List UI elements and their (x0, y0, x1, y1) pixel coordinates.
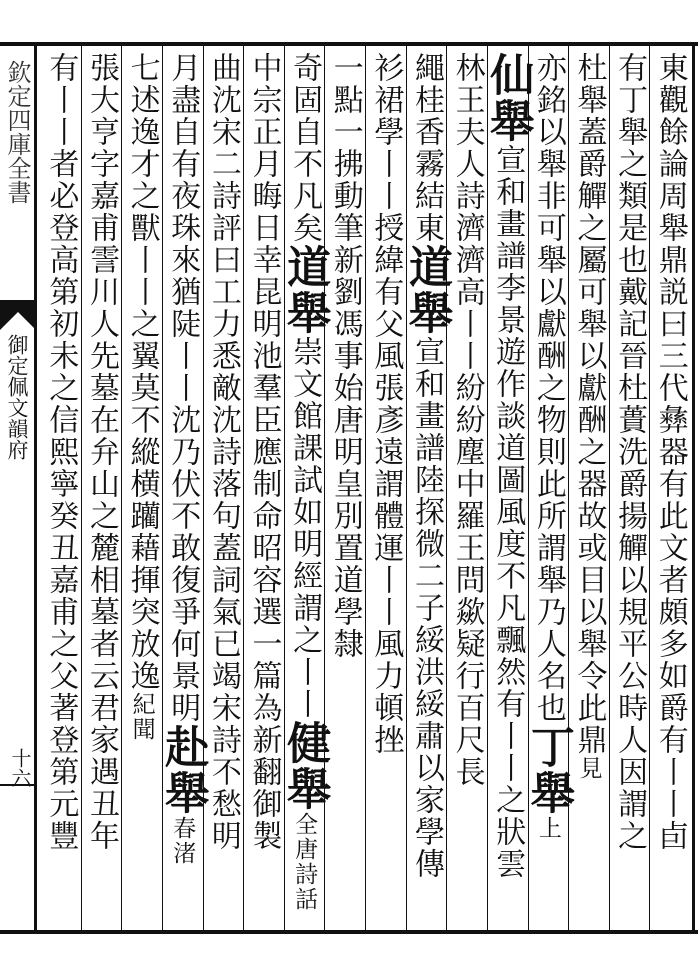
text-column (122, 52, 162, 922)
text-column (609, 52, 649, 922)
column-text: 有丨丨者必登高第初未之信熙寧癸丑嘉甫之父著登第元豐 (43, 52, 79, 852)
folio-number: 十六 (8, 748, 32, 788)
entry-heading: 丁舉 (522, 724, 574, 816)
column-text: 七述逸才之獸丨丨之翼莫不縱横躪藉揮突放逸 (124, 52, 160, 692)
entry-heading: 仙舉 (482, 52, 534, 144)
column-text: 宣和畫譜李景遊作談道圖風度不凡飄然有丨丨之狀雲 (490, 144, 526, 880)
column-text: 授緯有父風張彥遠謂體運丨丨風力頓挫 (368, 212, 404, 756)
column-text: 劉馮事始唐明皇別置道學隸 (327, 276, 363, 660)
entry-heading: 健舉 (279, 720, 331, 812)
text-column (447, 52, 487, 922)
column-text: 月盡自有夜珠來猶陡丨丨沈乃伏不敢復爭何景明 (165, 52, 201, 724)
entry-heading: 道舉 (279, 244, 331, 336)
text-column (482, 52, 534, 922)
text-column (365, 52, 405, 922)
column-text: 衫裙學丨丨 (368, 52, 404, 212)
text-column (81, 52, 121, 922)
text-column (203, 52, 243, 922)
column-text: 繩桂香霧結東 (408, 52, 444, 244)
top-border (0, 42, 698, 46)
text-column (325, 52, 365, 922)
small-note: 全唐 (291, 812, 318, 862)
text-column (650, 52, 690, 922)
column-text: 有丁舉之類是也戴記晉杜蕢洗爵揚觶以規平公時人因謂之 (612, 52, 648, 852)
small-note: 詩話 (291, 862, 318, 912)
text-column (243, 52, 283, 922)
text-column (400, 52, 452, 922)
entry-heading: 赴舉 (157, 724, 209, 816)
column-text: 崇文館課試如明經謂之丨丨 (287, 336, 323, 720)
column-text: 一點一拂動筆新 (327, 52, 363, 276)
text-column (522, 52, 574, 922)
margin-divider (34, 42, 37, 934)
right-border (692, 42, 695, 934)
column-text: 中宗正月晦日幸昆明池羣臣應制命昭容選一篇為新翻御製 (246, 52, 282, 852)
column-text: 奇固自不凡矣 (287, 52, 323, 244)
text-column (568, 52, 608, 922)
entry-heading: 道舉 (400, 244, 452, 336)
small-note: 上 (534, 816, 561, 841)
small-note: 紀聞 (128, 692, 155, 742)
column-text: 宣和畫譜陸探微二子綏洪綏肅以家學傳 (408, 336, 444, 880)
column-text: 東觀餘論周舉鼎説曰三代彝器有此文者頗多如爵有丨丨卣 (652, 52, 688, 852)
text-column (40, 52, 80, 922)
bottom-border (0, 930, 698, 934)
small-note: 見 (575, 756, 602, 781)
fish-tail-mark (0, 300, 36, 330)
column-text: 亦銘以舉非可舉以獻酬之物則此所謂舉乃人名也 (530, 52, 566, 724)
column-text: 林王夫人詩濟濟高丨丨紛紛塵中羅王問歘疑行百尺長 (449, 52, 485, 788)
column-text: 張大亨字嘉甫霅川人先墓在弁山之麓相墓者云君家遇丑年 (83, 52, 119, 852)
running-header: 欽定四庫全書 (3, 60, 31, 204)
text-column (279, 52, 331, 922)
text-column (157, 52, 209, 922)
small-note: 春渚 (169, 816, 196, 866)
column-text: 曲沈宋二詩評曰工力悉敵沈詩落句蓋詞氣已竭宋詩不愁明 (205, 52, 241, 852)
column-text: 杜舉蓋爵觶之屬可舉以獻酬之器故或目以舉令此鼎 (571, 52, 607, 756)
book-title: 御定佩文韻府 (5, 334, 29, 460)
